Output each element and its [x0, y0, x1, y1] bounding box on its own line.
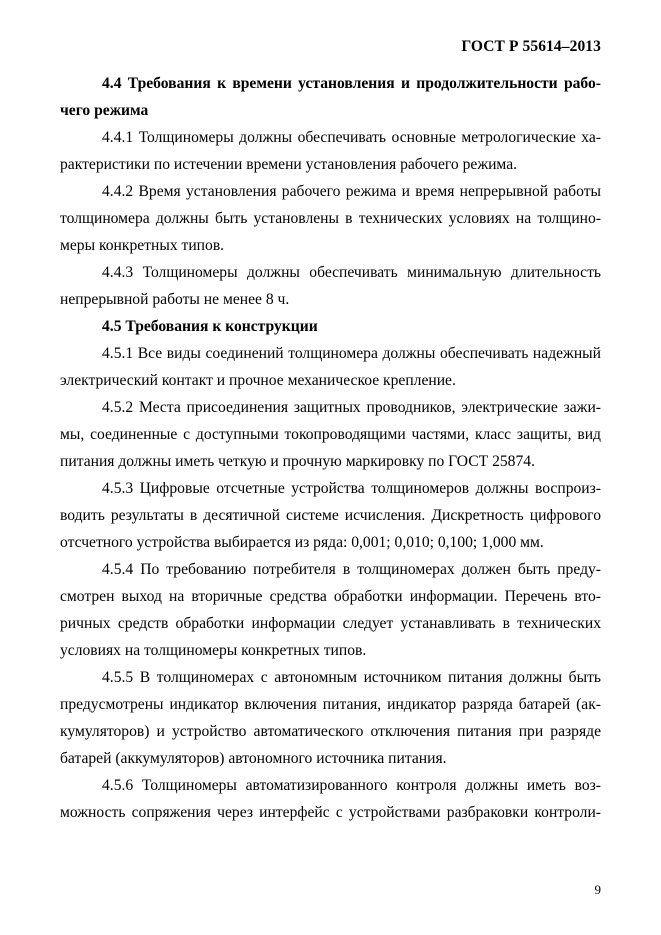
text-line: 4.5.6 Толщиномеры автоматизированного контроля должны иметь воз-	[102, 777, 601, 794]
text-line: 4.4.1 Толщиномеры должны обеспечивать основные метрологические ха-	[102, 129, 601, 146]
paragraph-4-5-5	[60, 664, 601, 772]
text-line: 4.5.5 В толщиномерах с автономным источником питания должны быть	[102, 669, 601, 686]
text-line: ричных средств обработки информации следует устанавливать в технических	[60, 615, 601, 632]
paragraph-4-5-1	[60, 340, 601, 394]
paragraph-4-5-4	[60, 556, 601, 664]
text-line: батарей (аккумуляторов) автономного источника питания.	[60, 750, 447, 767]
text-line: 4.5.3 Цифровые отсчетные устройства толщиномеров должны воспроиз-	[102, 480, 601, 497]
page-number: 9	[594, 882, 601, 897]
text-line: 4.4.3 Толщиномеры должны обеспечивать минимальную длительность	[102, 264, 601, 281]
text-line: можность сопряжения через интерфейс с устройствами разбраковки контроли-	[60, 804, 601, 821]
heading-line: 4.4 Требования к времени установления и продолжительности рабо-	[102, 75, 601, 92]
section-heading-4-5: 4.5 Требования к конструкции	[102, 318, 318, 335]
text-line: кумуляторов) и устройство автоматического отключения питания при разряде	[60, 723, 601, 740]
text-line: непрерывной работы не менее 8 ч.	[60, 291, 290, 308]
text-line: предусмотрены индикатор включения питания, индикатор разряда батарей (ак-	[60, 696, 601, 713]
text-line: питания должны иметь четкую и прочную маркировку по ГОСТ 25874.	[60, 453, 535, 470]
section-heading-4-4	[60, 70, 601, 124]
paragraph-4-5-2	[60, 394, 601, 475]
text-line: условиях на толщиномеры конкретных типов.	[60, 642, 367, 659]
text-line: меры конкретных типов.	[60, 237, 225, 254]
paragraph-4-4-2	[60, 178, 601, 259]
document-body	[60, 70, 601, 826]
text-line: смотрен выход на вторичные средства обработки информации. Перечень вто-	[60, 588, 601, 605]
text-line: 4.4.2 Время установления рабочего режима и время непрерывной работы	[102, 183, 601, 200]
text-line: 4.5.4 По требованию потребителя в толщиномерах должен быть преду-	[102, 561, 601, 578]
paragraph-4-4-3	[60, 259, 601, 313]
paragraph-4-5-6	[60, 772, 601, 826]
document-code-header: ГОСТ Р 55614–2013	[461, 38, 601, 55]
paragraph-4-5-3	[60, 475, 601, 556]
text-line: водить результаты в десятичной системе исчисления. Дискретность цифрового	[60, 507, 601, 524]
text-line: 4.5.2 Места присоединения защитных проводников, электрические зажи-	[102, 399, 601, 416]
text-line: толщиномера должны быть установлены в технических условиях на толщино-	[60, 210, 601, 227]
text-line: рактеристики по истечении времени установления рабочего режима.	[60, 156, 518, 173]
text-line: 4.5.1 Все виды соединений толщиномера должны обеспечивать надежный	[102, 345, 601, 362]
heading-line: чего режима	[60, 102, 149, 119]
paragraph-4-4-1	[60, 124, 601, 178]
text-line: мы, соединенные с доступными токопроводящими частями, класс защиты, вид	[60, 426, 601, 443]
text-line: отсчетного устройства выбирается из ряда: 0,001; 0,010; 0,100; 1,000 мм.	[60, 534, 544, 551]
text-line: электрический контакт и прочное механическое крепление.	[60, 372, 456, 389]
